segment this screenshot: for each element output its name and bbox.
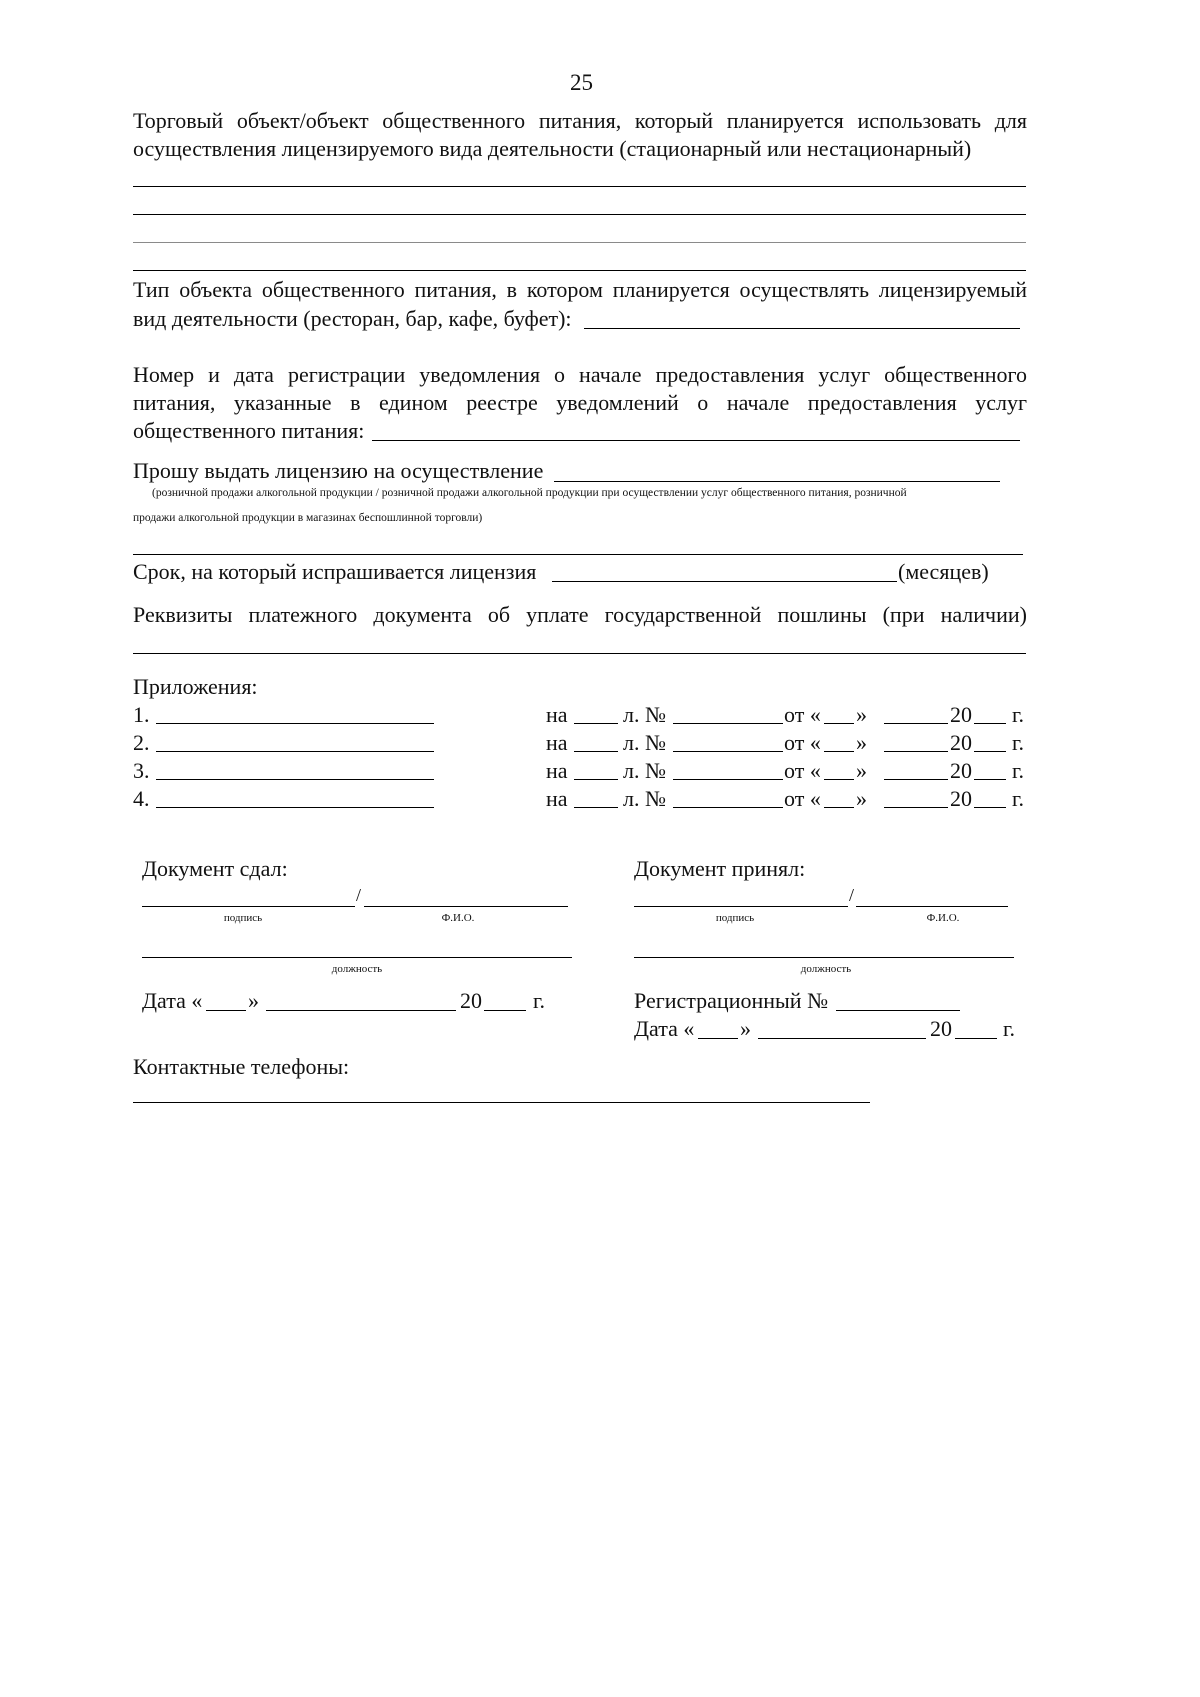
- attachment-g: г.: [1012, 730, 1025, 755]
- answer-line-4[interactable]: [133, 270, 1026, 271]
- term-unit: (месяцев): [898, 559, 989, 584]
- attachment-number: 3.: [133, 758, 150, 783]
- submitted-date-close: »: [248, 988, 259, 1013]
- license-hint-line2: продажи алкогольной продукции в магазинах беспошлинной торговли): [133, 512, 483, 524]
- payment-label: Реквизиты платежного документа об уплате государственной пошлины (при наличии): [133, 602, 1027, 627]
- accepted-date-close: »: [740, 1016, 751, 1041]
- answer-line-1[interactable]: [133, 186, 1026, 187]
- accepted-signature-caption: подпись: [715, 912, 755, 924]
- attachment-month-field[interactable]: [884, 751, 948, 752]
- page-number: 25: [570, 70, 593, 95]
- attachment-close-quote: »: [856, 702, 867, 727]
- accepted-date-label: Дата «: [634, 1016, 695, 1041]
- accepted-g: г.: [1003, 1016, 1016, 1041]
- attachment-year-prefix: 20: [950, 730, 972, 755]
- attachment-number: 4.: [133, 786, 150, 811]
- attachment-year-field[interactable]: [974, 779, 1006, 780]
- accepted-reg-label: Регистрационный №: [634, 988, 829, 1013]
- submitted-g: г.: [533, 988, 546, 1013]
- attachment-year-field[interactable]: [974, 751, 1006, 752]
- submitted-name-caption: Ф.И.О.: [441, 912, 475, 924]
- notification-field[interactable]: [372, 440, 1020, 441]
- attachment-name-field[interactable]: [156, 723, 434, 724]
- attachment-day-field[interactable]: [824, 723, 854, 724]
- accepted-year-field[interactable]: [955, 1038, 997, 1039]
- accepted-slash: /: [849, 885, 855, 905]
- attachment-sheets-label: л. №: [623, 786, 666, 811]
- attachment-from: от «: [784, 702, 821, 727]
- section2-line2: вид деятельности (ресторан, бар, кафе, буфет):: [133, 306, 572, 331]
- attachment-sheets-label: л. №: [623, 758, 666, 783]
- attachment-sheets-label: л. №: [623, 702, 666, 727]
- license-request-label: Прошу выдать лицензию на осуществление: [133, 458, 544, 483]
- attachment-number-field[interactable]: [673, 751, 783, 752]
- submitted-position-caption: должность: [331, 963, 383, 975]
- section3-line1: Номер и дата регистрации уведомления о начале предоставления услуг общественного: [133, 362, 1027, 387]
- contacts-field[interactable]: [133, 1102, 870, 1103]
- attachment-na: на: [546, 786, 568, 811]
- attachments-title: Приложения:: [133, 674, 258, 699]
- attachment-from: от «: [784, 758, 821, 783]
- accepted-name-caption: Ф.И.О.: [926, 912, 960, 924]
- section3-line2: питания, указанные в едином реестре уведомлений о начале предоставления услуг: [133, 390, 1027, 415]
- answer-line-2[interactable]: [133, 214, 1026, 215]
- attachment-number: 1.: [133, 702, 150, 727]
- attachment-number-field[interactable]: [673, 723, 783, 724]
- attachment-month-field[interactable]: [884, 723, 948, 724]
- object-type-field[interactable]: [584, 328, 1020, 329]
- attachment-na: на: [546, 730, 568, 755]
- accepted-name-field[interactable]: [856, 906, 1008, 907]
- answer-line-3[interactable]: [133, 242, 1026, 243]
- payment-field[interactable]: [133, 653, 1026, 654]
- attachment-year-prefix: 20: [950, 702, 972, 727]
- attachment-g: г.: [1012, 758, 1025, 783]
- submitted-year-prefix: 20: [460, 988, 482, 1013]
- attachment-sheets-field[interactable]: [574, 723, 618, 724]
- attachment-sheets-field[interactable]: [574, 751, 618, 752]
- attachment-na: на: [546, 702, 568, 727]
- submitted-day-field[interactable]: [206, 1010, 246, 1011]
- submitted-year-field[interactable]: [484, 1010, 526, 1011]
- attachment-number: 2.: [133, 730, 150, 755]
- attachment-number-field[interactable]: [673, 807, 783, 808]
- attachment-year-field[interactable]: [974, 723, 1006, 724]
- attachment-name-field[interactable]: [156, 751, 434, 752]
- attachment-close-quote: »: [856, 758, 867, 783]
- submitted-signature-field[interactable]: [142, 906, 355, 907]
- attachment-day-field[interactable]: [824, 751, 854, 752]
- submitted-slash: /: [356, 885, 362, 905]
- attachment-year-prefix: 20: [950, 758, 972, 783]
- attachment-na: на: [546, 758, 568, 783]
- term-field[interactable]: [552, 581, 897, 582]
- attachment-name-field[interactable]: [156, 807, 434, 808]
- attachment-month-field[interactable]: [884, 807, 948, 808]
- term-label: Срок, на который испрашивается лицензия: [133, 559, 537, 584]
- attachment-sheets-label: л. №: [623, 730, 666, 755]
- accepted-reg-field[interactable]: [836, 1010, 960, 1011]
- submitted-month-field[interactable]: [266, 1010, 456, 1011]
- submitted-signature-caption: подпись: [223, 912, 263, 924]
- accepted-position-caption: должность: [800, 963, 852, 975]
- attachment-name-field[interactable]: [156, 779, 434, 780]
- attachment-sheets-field[interactable]: [574, 807, 618, 808]
- section1-line2: осуществления лицензируемого вида деятельности (стационарный или нестационарный): [133, 136, 972, 161]
- license-hint-line1: (розничной продажи алкогольной продукции / розничной продажи алкогольной продукции при осуществлении услуг общественного питания, розничной: [152, 487, 907, 499]
- attachment-g: г.: [1012, 702, 1025, 727]
- submitted-position-field[interactable]: [142, 957, 572, 958]
- attachment-from: от «: [784, 730, 821, 755]
- attachment-number-field[interactable]: [673, 779, 783, 780]
- attachment-close-quote: »: [856, 730, 867, 755]
- license-type-field[interactable]: [554, 481, 1000, 482]
- submitted-name-field[interactable]: [364, 906, 568, 907]
- accepted-day-field[interactable]: [698, 1038, 738, 1039]
- attachment-close-quote: »: [856, 786, 867, 811]
- accepted-year-prefix: 20: [930, 1016, 952, 1041]
- section3-line3: общественного питания:: [133, 418, 365, 443]
- accepted-month-field[interactable]: [758, 1038, 926, 1039]
- attachment-day-field[interactable]: [824, 779, 854, 780]
- section1-line1: Торговый объект/объект общественного питания, который планируется использовать для: [133, 108, 1027, 133]
- accepted-title: Документ принял:: [634, 856, 806, 881]
- accepted-signature-field[interactable]: [634, 906, 848, 907]
- attachment-year-field[interactable]: [974, 807, 1006, 808]
- attachment-sheets-field[interactable]: [574, 779, 618, 780]
- attachment-day-field[interactable]: [824, 807, 854, 808]
- accepted-position-field[interactable]: [634, 957, 1014, 958]
- license-extra-line[interactable]: [133, 554, 1023, 555]
- submitted-date-label: Дата «: [142, 988, 203, 1013]
- attachment-month-field[interactable]: [884, 779, 948, 780]
- attachment-year-prefix: 20: [950, 786, 972, 811]
- attachment-g: г.: [1012, 786, 1025, 811]
- attachment-from: от «: [784, 786, 821, 811]
- contacts-label: Контактные телефоны:: [133, 1054, 350, 1079]
- submitted-title: Документ сдал:: [142, 856, 288, 881]
- section2-line1: Тип объекта общественного питания, в котором планируется осуществлять лицензируемый: [133, 277, 1027, 302]
